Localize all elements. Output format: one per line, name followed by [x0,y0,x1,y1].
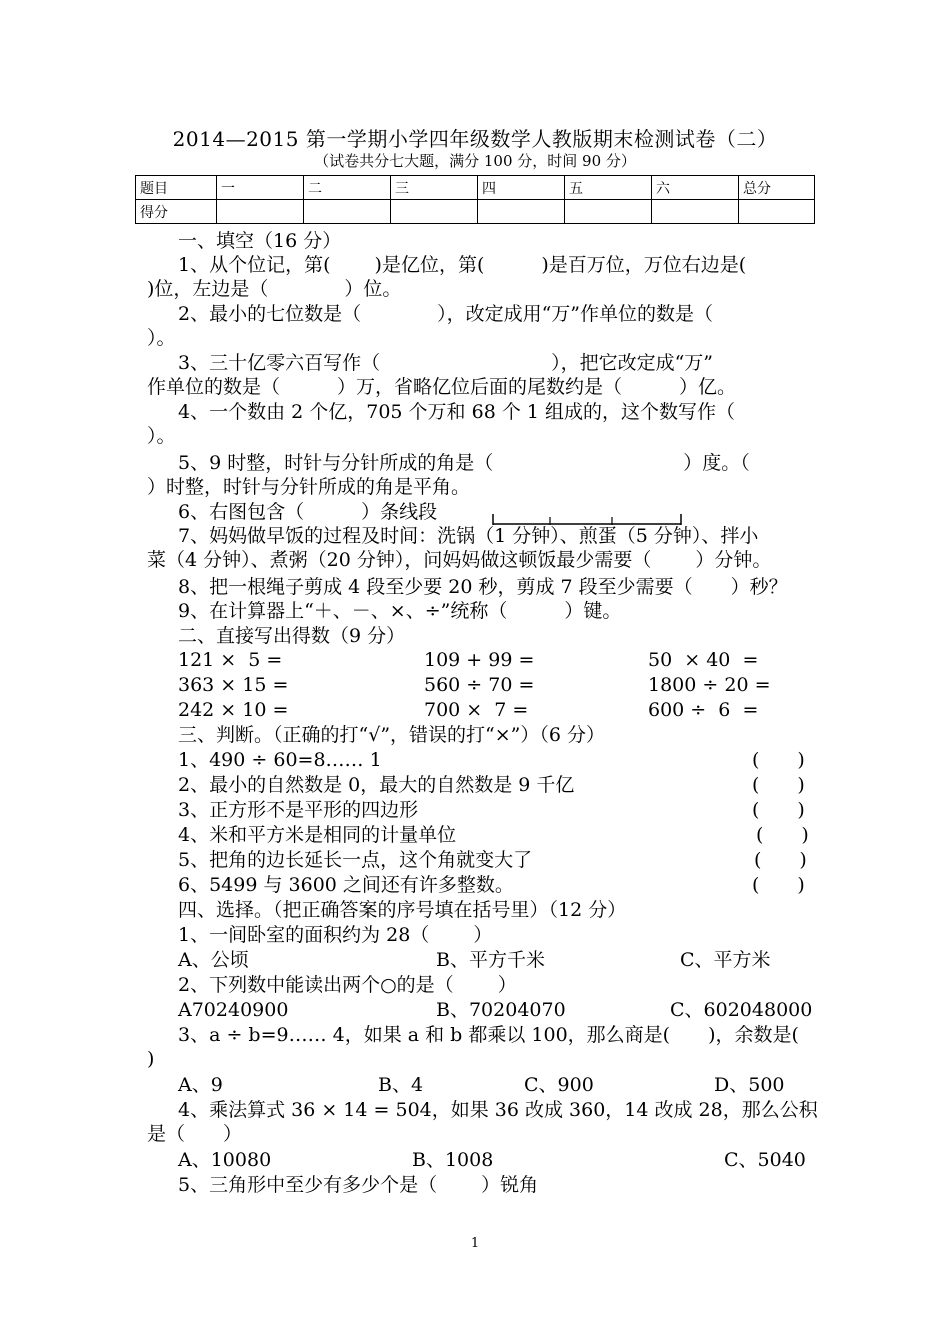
choice-option: B、4 [378,1074,424,1096]
score-cell[interactable] [652,200,739,224]
judge-item: 6、5499 与 3600 之间还有许多整数。 [178,874,514,896]
answer-blank[interactable]: ( ) [756,824,809,846]
calc-item: 242 × 10 = [178,699,289,721]
question-6: 6、右图包含（ ）条线段 [178,501,438,523]
choice-question-4-line-1: 4、乘法算式 36 × 14 = 504，如果 36 改成 360，14 改成 28，那么公积 [178,1099,818,1121]
score-header-cell: 题目 [136,176,217,200]
answer-blank[interactable]: ( ) [754,849,807,871]
section-1-heading: 一、填空（16 分） [178,230,342,252]
calc-item: 121 × 5 = [178,649,283,671]
question-9: 9、在计算器上“＋、－、×、÷”统称（ ）键。 [178,600,622,622]
score-cell[interactable] [478,200,565,224]
choice-option: B、70204070 [436,999,566,1021]
question-5-line-1: 5、9 时整，时针与分针所成的角是（ ）度。（ [178,452,750,474]
choice-question-3-line-2: ) [147,1048,155,1070]
choice-option: C、平方米 [680,949,771,971]
choice-option: D、500 [714,1074,785,1096]
choice-option: A、公顷 [178,949,249,971]
choice-option: A、10080 [178,1149,272,1171]
question-3-line-2: 作单位的数是（ ）万，省略亿位后面的尾数约是（ ）亿。 [147,376,737,398]
score-cell[interactable] [565,200,652,224]
choice-option: C、5040 [724,1149,806,1171]
calc-item: 1800 ÷ 20 = [648,674,771,696]
score-table-header-row [136,176,815,200]
score-cell[interactable] [391,200,478,224]
question-2-line-2: ）。 [147,327,176,349]
score-cell[interactable] [739,200,815,224]
choice-option: C、900 [524,1074,594,1096]
choice-question-3-line-1: 3、a ÷ b=9…… 4，如果 a 和 b 都乘以 100，那么商是( )，余数是( [178,1024,799,1046]
answer-blank[interactable]: ( ) [752,874,805,896]
question-7-line-2: 菜（4 分钟）、煮粥（20 分钟），问妈妈做这顿饭最少需要（ ）分钟。 [147,549,772,571]
exam-subtitle: （试卷共分七大题，满分 100 分，时间 90 分） [314,152,636,170]
page-number: 1 [470,1236,480,1251]
question-2-line-1: 2、最小的七位数是（ ），改定成用“万”作单位的数是（ [178,303,714,325]
question-8: 8、把一根绳子剪成 4 段至少要 20 秒，剪成 7 段至少需要（ ）秒？ [178,576,788,598]
question-7-line-1: 7、妈妈做早饭的过程及时间：洗锅（1 分钟）、煎蛋（5 分钟）、拌小 [178,525,759,547]
question-5-line-2: ）时整，时针与分针所成的角是平角。 [147,476,471,498]
calc-item: 560 ÷ 70 = [424,674,535,696]
calc-item: 109 + 99 = [424,649,535,671]
choice-question-4-line-2: 是（ ） [147,1123,243,1145]
score-header-cell: 三 [391,176,478,200]
question-3-line-1: 3、三十亿零六百写作（ ），把它改定成“万” [178,352,714,374]
judge-item: 1、490 ÷ 60=8…… 1 [178,749,382,771]
answer-blank[interactable]: ( ) [752,774,805,796]
choice-option: B、1008 [412,1149,494,1171]
answer-blank[interactable]: ( ) [752,749,805,771]
score-header-cell: 一 [217,176,304,200]
choice-question-5: 5、三角形中至少有多少个是（ ）锐角 [178,1174,539,1196]
score-header-cell: 六 [652,176,739,200]
score-header-cell: 四 [478,176,565,200]
question-4-line-1: 4、一个数由 2 个亿，705 个万和 68 个 1 组成的，这个数写作（ [178,401,735,423]
question-1-line-2: )位，左边是（ ）位。 [147,278,402,300]
judge-item: 5、把角的边长延长一点，这个角就变大了 [178,849,533,871]
calc-item: 50 × 40 = [648,649,759,671]
judge-item: 3、正方形不是平形的四边形 [178,799,419,821]
judge-item: 2、最小的自然数是 0，最大的自然数是 9 千亿 [178,774,575,796]
score-table-score-row [136,200,815,224]
score-cell[interactable] [304,200,391,224]
question-1-line-1: 1、从个位记，第( )是亿位，第( )是百万位，万位右边是( [178,254,747,276]
choice-option: A70240900 [178,999,289,1021]
section-3-heading: 三、判断。（正确的打“√”，错误的打“×”）（6 分） [178,724,606,746]
calc-item: 363 × 15 = [178,674,289,696]
choice-option: A、9 [178,1074,223,1096]
calc-item: 700 × 7 = [424,699,529,721]
score-row-label: 得分 [136,200,217,224]
choice-question-2: 2、下列数中能读出两个○的是（ ） [178,974,517,996]
choice-option: B、平方千米 [436,949,545,971]
score-header-cell: 五 [565,176,652,200]
answer-blank[interactable]: ( ) [752,799,805,821]
choice-question-1: 1、一间卧室的面积约为 28（ ） [178,924,493,946]
exam-title: 2014—2015 第一学期小学四年级数学人教版期末检测试卷（二） [172,127,778,151]
judge-item: 4、米和平方米是相同的计量单位 [178,824,457,846]
score-header-cell: 总分 [739,176,815,200]
calc-item: 600 ÷ 6 = [648,699,759,721]
section-4-heading: 四、选择。（把正确答案的序号填在括号里）（12 分） [178,899,627,921]
score-cell[interactable] [217,200,304,224]
score-table [135,175,815,224]
section-2-heading: 二、直接写出得数（9 分） [178,625,406,647]
question-4-line-2: ）。 [147,425,176,447]
choice-option: C、602048000 [670,999,813,1021]
score-header-cell: 二 [304,176,391,200]
